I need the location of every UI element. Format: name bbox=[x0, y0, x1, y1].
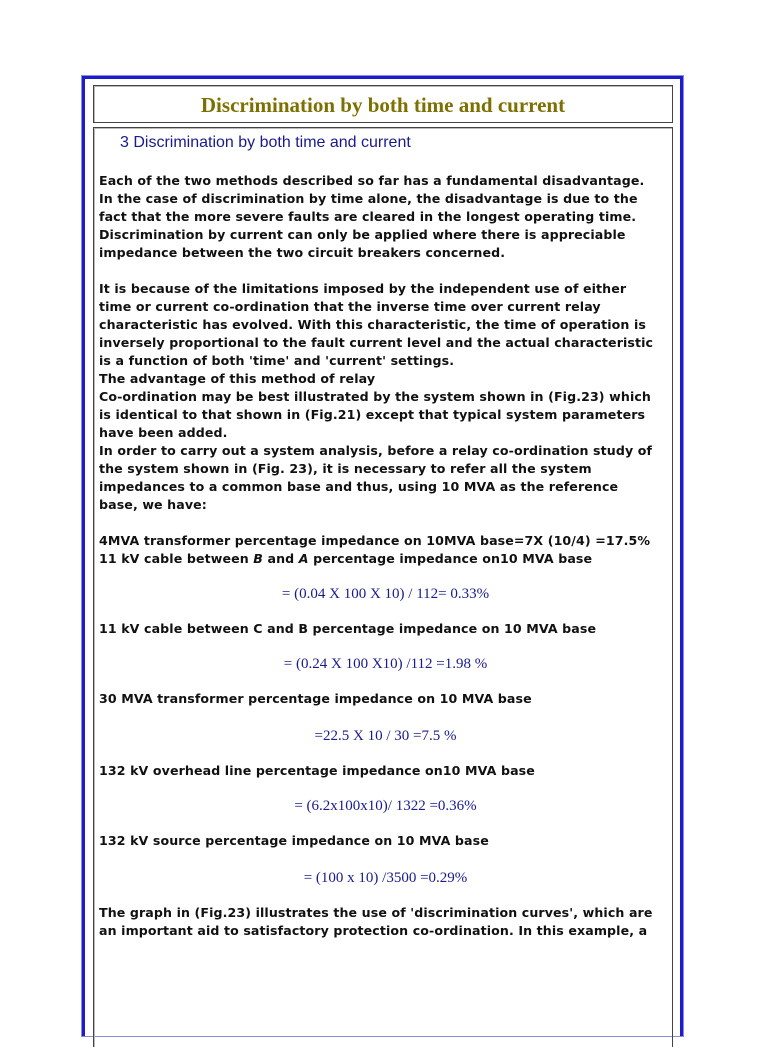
paragraph-analysis: In order to carry out a system analysis, before a relay co-ordination study of the system shown in (Fig. 23), it is necessary to refer all the system impedances to a common base and thus, using 10 MVA as the reference base, we have: bbox=[99, 443, 653, 512]
page-title: Discrimination by both time and current bbox=[200, 93, 566, 117]
line-cable-ba bbox=[99, 550, 672, 568]
cable-ba-prefix: 11 kV cable between bbox=[99, 551, 254, 566]
line-transformer-30mva: 30 MVA transformer percentage impedance on 10 MVA base bbox=[99, 691, 532, 706]
formula-cable-cb: = (0.24 X 100 X10) /112 =1.98 % bbox=[283, 656, 488, 672]
paragraph-intro: Each of the two methods described so far has a fundamental disadvantage. In the case of discrimination by time alone, the disadvantage is due to the fact that the more severe faults are cleared in the longest operating time. Discrimination by current can only be applied where there is appreciable impedance between the two circuit breakers concerned. bbox=[99, 173, 645, 260]
line-overhead-line: 132 kV overhead line percentage impedance on10 MVA base bbox=[99, 763, 535, 778]
paragraph-graph: The graph in (Fig.23) illustrates the use of 'discrimination curves', which are an important aid to satisfactory protection co-ordination. In this example, a bbox=[99, 905, 653, 938]
formula-transformer-30mva: =22.5 X 10 / 30 =7.5 % bbox=[314, 728, 457, 744]
formula-overhead-line: = (6.2x100x10)/ 1322 =0.36% bbox=[294, 798, 477, 814]
cable-ba-and: and bbox=[262, 551, 299, 566]
formula-source: = (100 x 10) /3500 =0.29% bbox=[303, 870, 468, 886]
line-source: 132 kV source percentage impedance on 10 MVA base bbox=[99, 833, 489, 848]
line-transformer-4mva: 4MVA transformer percentage impedance on 10MVA base=7X (10/4) =17.5% bbox=[99, 533, 651, 548]
node-a-label: A bbox=[298, 551, 309, 566]
title-box bbox=[93, 85, 673, 123]
paragraph-coordination: Co-ordination may be best illustrated by the system shown in (Fig.23) which is identical to that shown in (Fig.21) except that typical system parameters have been added. bbox=[99, 389, 651, 440]
paragraph-limitations: It is because of the limitations imposed by the independent use of either time or current co-ordination that the inverse time over current relay characteristic has evolved. With this characteristic, the time of operation is inversely proportional to the fault current level and the actual characteristic is a function of both 'time' and 'current' settings. bbox=[99, 281, 654, 368]
formula-cable-ba: = (0.04 X 100 X 10) / 112= 0.33% bbox=[281, 586, 490, 602]
cable-ba-suffix: percentage impedance on10 MVA base bbox=[308, 551, 593, 566]
line-cable-cb: 11 kV cable between C and B percentage impedance on 10 MVA base bbox=[99, 621, 597, 636]
content-box bbox=[93, 127, 673, 1047]
node-b-label: B bbox=[253, 551, 263, 566]
section-heading: 3 Discrimination by both time and current bbox=[120, 134, 411, 151]
paragraph-advantage: The advantage of this method of relay bbox=[99, 371, 376, 386]
document-frame bbox=[82, 76, 683, 1036]
